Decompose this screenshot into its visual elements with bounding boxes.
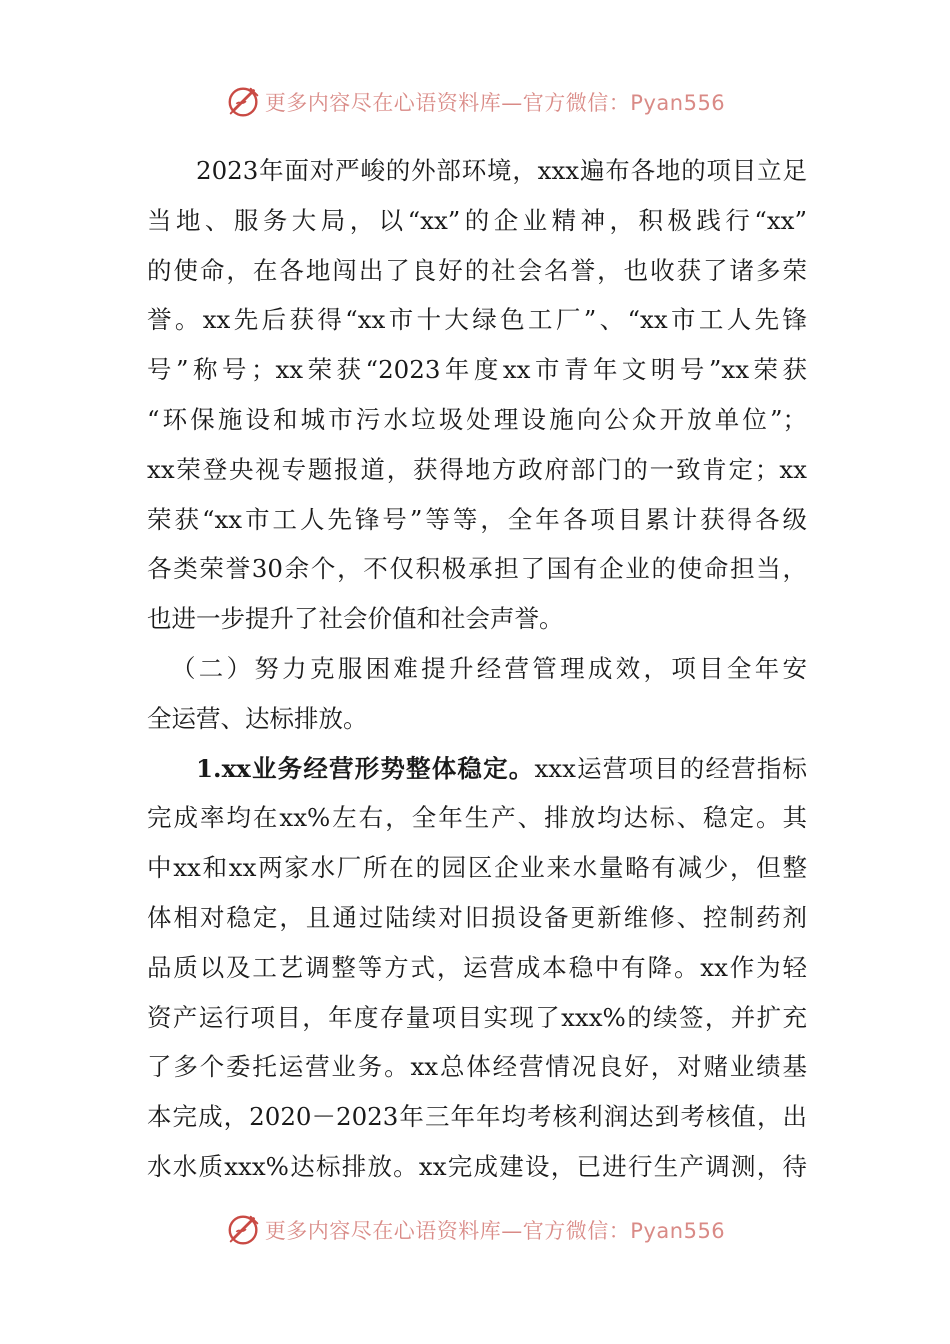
text-line-lead [147, 744, 807, 794]
text-line: 本完成，2020－2023年三年年均考核利润达到考核值，出 [147, 1102, 807, 1132]
text-line: 各类荣誉30余个，不仅积极承担了国有企业的使命担当， [147, 554, 807, 584]
text-line: 资产运行项目，年度存量项目实现了xxx%的续签，并扩充 [147, 1002, 807, 1032]
text-line: 的使命，在各地闯出了良好的社会名誉，也收获了诸多荣 [147, 255, 807, 285]
paragraph-honors [147, 146, 807, 644]
paragraph-business [147, 744, 807, 1192]
text-line: 荣获“xx市工人先锋号”等等，全年各项目累计获得各级 [147, 504, 807, 534]
text-line: 也进一步提升了社会价值和社会声誉。 [147, 604, 564, 634]
heading-line: 全运营、达标排放。 [147, 703, 368, 733]
section-heading-2 [147, 644, 807, 744]
text-line: 当地、服务大局，以“xx”的企业精神，积极践行“xx” [147, 205, 807, 235]
pen-logo-icon [225, 83, 263, 121]
watermark-banner-bottom [0, 1208, 950, 1252]
text-line: 体相对稳定，且通过陆续对旧损设备更新维修、控制药剂 [147, 902, 807, 932]
text-line: 水水质xxx%达标排放。xx完成建设，已进行生产调测，待 [147, 1151, 807, 1181]
text-line: 品质以及工艺调整等方式，运营成本稳中有降。xx作为轻 [147, 952, 807, 982]
document-body [147, 146, 807, 1192]
text-line: 2023年面对严峻的外部环境，xxx遍布各地的项目立足 [196, 156, 807, 185]
watermark-text: 更多内容尽在心语资料库—官方微信：Pyan556 [264, 91, 726, 115]
text-line: 中xx和xx两家水厂所在的园区企业来水量略有减少，但整 [147, 853, 807, 883]
text-line: xx荣登央视专题报道，获得地方政府部门的一致肯定；xx [147, 454, 807, 484]
text-line: 完成率均在xx%左右，全年生产、排放均达标、稳定。其 [147, 803, 807, 833]
pen-logo-icon [225, 1211, 263, 1249]
text-line: 号”称号；xx荣获“2023年度xx市青年文明号”xx荣获 [147, 355, 807, 385]
heading-line: （二）努力克服困难提升经营管理成效，项目全年安 [171, 653, 807, 683]
text-line: 了多个委托运营业务。xx总体经营情况良好，对赌业绩基 [147, 1052, 807, 1082]
text-line: 誉。xx先后获得“xx市十大绿色工厂”、“xx市工人先锋 [147, 305, 807, 335]
watermark-banner-top [0, 80, 950, 124]
watermark-text: 更多内容尽在心语资料库—官方微信：Pyan556 [264, 1219, 726, 1243]
lead-rest: xxx运营项目的经营指标 [534, 753, 807, 783]
subheading-lead: 1.xx业务经营形势整体稳定。 [196, 753, 535, 783]
text-line: “环保施设和城市污水垃圾处理设施向公众开放单位”； [147, 404, 807, 434]
